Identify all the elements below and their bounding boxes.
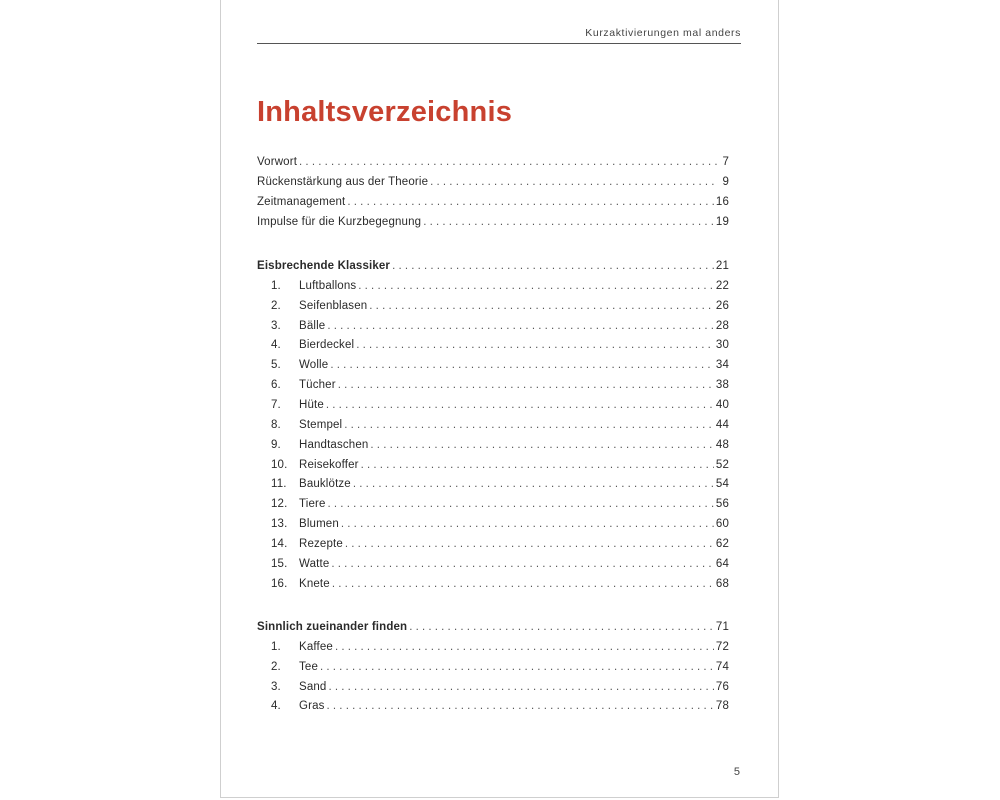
toc-entry-label: Impulse für die Kurzbegegnung	[257, 215, 422, 228]
toc-entry-number: 5.	[271, 359, 281, 372]
toc-entry-page: 52	[715, 458, 729, 471]
toc-entry-page: 21	[715, 260, 729, 272]
toc-entry-number: 4.	[271, 700, 281, 713]
toc-entry	[257, 375, 729, 395]
toc-entry-page: 22	[715, 279, 729, 292]
toc-section-heading	[257, 617, 729, 637]
toc-entry-number: 3.	[271, 319, 281, 332]
toc-entry-label: Tee	[299, 660, 318, 673]
toc-entry-label: Stempel	[299, 418, 343, 431]
toc-entry-page: 9	[722, 175, 729, 188]
dot-leader	[392, 256, 714, 276]
toc-entry-label: Wolle	[299, 359, 329, 372]
dot-leader	[353, 474, 714, 494]
toc-entry-label: Bauklötze	[299, 478, 351, 491]
toc-entry	[257, 677, 729, 697]
toc-entry-number: 15.	[271, 557, 288, 570]
toc-entry	[257, 415, 729, 435]
dot-leader	[430, 172, 717, 192]
toc-entry	[257, 637, 729, 657]
toc-entry-page: 26	[715, 299, 729, 312]
toc-entry-page: 30	[715, 339, 729, 352]
dot-leader	[423, 212, 714, 232]
toc-entry-page: 16	[715, 195, 729, 208]
toc-entry-page: 62	[715, 537, 729, 550]
toc-entry	[257, 574, 729, 594]
page-number: 5	[733, 766, 740, 778]
dot-leader	[299, 152, 717, 172]
toc-entry-label: Seifenblasen	[299, 299, 368, 312]
toc-entry-page: 60	[715, 518, 729, 531]
toc-entry-page: 34	[715, 359, 729, 372]
toc-entry-label: Hüte	[299, 398, 324, 411]
toc-entry-page: 54	[715, 478, 729, 491]
toc-entry	[257, 316, 729, 336]
toc-entry-number: 10.	[271, 458, 288, 471]
dot-leader	[345, 534, 714, 554]
toc-entry	[257, 212, 729, 232]
toc-entry-number: 1.	[271, 279, 281, 292]
dot-leader	[347, 192, 714, 212]
toc-entry-label: Tiere	[299, 498, 326, 511]
dot-leader	[328, 494, 714, 514]
toc-entry-number: 13.	[271, 518, 288, 531]
toc-entry-label: Zeitmanagement	[257, 195, 346, 208]
toc-entry-number: 4.	[271, 339, 281, 352]
dot-leader	[361, 455, 714, 475]
toc-entry-page: 48	[715, 438, 729, 451]
toc-entry-page: 56	[715, 498, 729, 511]
toc-entry-label: Eisbrechende Klassiker	[257, 260, 391, 272]
document-page	[220, 0, 779, 798]
toc-entry-number: 11.	[271, 478, 287, 491]
toc-entry	[257, 395, 729, 415]
toc-entry	[257, 494, 729, 514]
toc-entry-label: Blumen	[299, 518, 339, 531]
dot-leader	[331, 554, 714, 574]
dot-leader	[332, 574, 714, 594]
toc-entry	[257, 276, 729, 296]
dot-leader	[370, 435, 713, 455]
dot-leader	[356, 335, 714, 355]
toc-entry	[257, 455, 729, 475]
dot-leader	[409, 617, 714, 637]
toc-entry-label: Watte	[299, 557, 330, 570]
toc-entry	[257, 152, 729, 172]
toc-entry	[257, 696, 729, 716]
toc-entry-label: Rückenstärkung aus der Theorie	[257, 175, 429, 188]
toc-entry	[257, 534, 729, 554]
toc-entry-label: Sand	[299, 680, 327, 693]
toc-entry-label: Reisekoffer	[299, 458, 359, 471]
dot-leader	[369, 296, 714, 316]
toc-entry-page: 44	[715, 418, 729, 431]
toc-entry-number: 16.	[271, 577, 288, 590]
toc-entry-label: Handtaschen	[299, 438, 369, 451]
toc-entry-page: 68	[715, 577, 729, 590]
toc-entry	[257, 296, 729, 316]
toc-entry-number: 12.	[271, 498, 288, 511]
toc-entry-page: 71	[715, 621, 729, 633]
toc-entry	[257, 355, 729, 375]
header-rule	[257, 43, 741, 44]
toc-entry	[257, 435, 729, 455]
toc-entry	[257, 192, 729, 212]
toc-entry-number: 9.	[271, 438, 281, 451]
toc-entry-number: 6.	[271, 379, 281, 392]
toc-entry-label: Bälle	[299, 319, 326, 332]
toc-entry-page: 76	[715, 680, 729, 693]
toc-entry-label: Luftballons	[299, 279, 357, 292]
toc-entry-label: Vorwort	[257, 156, 298, 168]
toc-entry-number: 7.	[271, 398, 281, 411]
dot-leader	[326, 395, 714, 415]
dot-leader	[358, 276, 714, 296]
toc-entry-page: 64	[715, 557, 729, 570]
dot-leader	[341, 514, 714, 534]
toc-entry-number: 14.	[271, 537, 288, 550]
toc-entry-label: Sinnlich zueinander finden	[257, 621, 408, 633]
toc-entry	[257, 657, 729, 677]
toc-entry-page: 74	[715, 660, 729, 673]
toc-entry-label: Tücher	[299, 379, 336, 392]
dot-leader	[328, 677, 713, 697]
toc-entry-label: Bierdeckel	[299, 339, 355, 352]
toc-entry-number: 8.	[271, 418, 281, 431]
dot-leader	[338, 375, 714, 395]
dot-leader	[335, 637, 714, 657]
toc-entry-number: 3.	[271, 680, 281, 693]
toc-entry-label: Rezepte	[299, 537, 343, 550]
running-header: Kurzaktivierungen mal anders	[585, 27, 741, 39]
toc-entry-page: 19	[715, 215, 729, 228]
toc-entry-label: Knete	[299, 577, 330, 590]
toc-entry-number: 2.	[271, 660, 281, 673]
toc-section-heading	[257, 256, 729, 276]
dot-leader	[327, 316, 714, 336]
dot-leader	[344, 415, 714, 435]
toc-entry	[257, 554, 729, 574]
toc-entry	[257, 514, 729, 534]
toc-entry-page: 38	[715, 379, 729, 392]
toc-entry	[257, 474, 729, 494]
dot-leader	[327, 696, 714, 716]
toc-entry-label: Kaffee	[299, 640, 333, 653]
toc-entry-number: 2.	[271, 299, 281, 312]
dot-leader	[320, 657, 714, 677]
page-title: Inhaltsverzeichnis	[257, 96, 513, 128]
toc-entry-page: 40	[715, 398, 729, 411]
toc-entry-number: 1.	[271, 640, 281, 653]
toc-entry-page: 72	[715, 640, 729, 653]
toc-entry	[257, 172, 729, 192]
toc-entry-label: Gras	[299, 700, 325, 713]
toc-entry-page: 78	[715, 700, 729, 713]
toc-entry	[257, 335, 729, 355]
toc-entry-page: 28	[715, 319, 729, 332]
dot-leader	[330, 355, 714, 375]
toc-entry-page: 7	[722, 156, 729, 168]
